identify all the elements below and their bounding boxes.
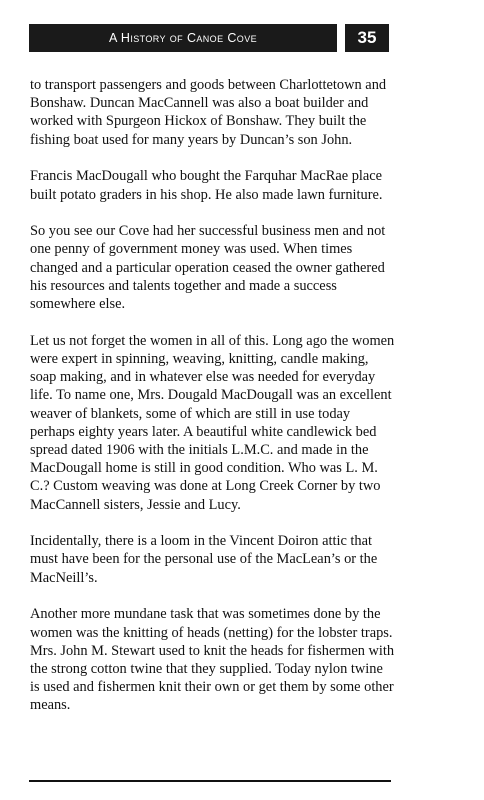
paragraph-1: to transport passengers and goods between Charlottetown and Bonshaw. Duncan MacCannell was also a boat builder and worked with Spurgeon Hickox of Bonshaw. They built the fishing boat used for many years by Duncan’s son John. (30, 77, 387, 148)
footer-rule (29, 780, 391, 782)
paragraph-2: Francis MacDougall who bought the Farquhar MacRae place built potato graders in his shop. He also made lawn furniture. (30, 168, 383, 203)
page-body (30, 76, 395, 715)
paragraph-4: Let us not forget the women in all of this. Long ago the women were expert in spinning, weaving, knitting, candle making, soap making, and in whatever else was needed for everyday life. To name one, Mrs. Dougald MacDougall was an excellent weaver of blankets, some of which are still in use today perhaps eighty years later. A beautiful white candlewick bed spread dated 1906 with the initials L.M.C. and made in the MacDougall home is still in good condition. Who was L. M. C.? Custom weaving was done at Long Creek Corner by two MacCannell sisters, Jessie and Lucy. (30, 332, 395, 513)
paragraph-5: Incidentally, there is a loom in the Vincent Doiron attic that must have been for the personal use of the MacLean’s or the MacNeill’s. (30, 533, 378, 586)
book-title: A History of Canoe Cove (29, 24, 337, 52)
header-gap (337, 24, 345, 52)
running-header (29, 24, 389, 52)
paragraph-6: Another more mundane task that was sometimes done by the women was the knitting of heads (netting) for the lobster traps. Mrs. John M. Stewart used to knit the heads for fishermen with the strong cotton twine that they supplied. Today nylon twine is used and fishermen knit their own or get them by some other means. (30, 606, 395, 714)
paragraph-3: So you see our Cove had her successful business men and not one penny of government money was used. When times changed and a particular operation ceased the owner gathered his resources and talents together and made a success somewhere else. (30, 223, 386, 313)
page-number: 35 (345, 24, 389, 52)
